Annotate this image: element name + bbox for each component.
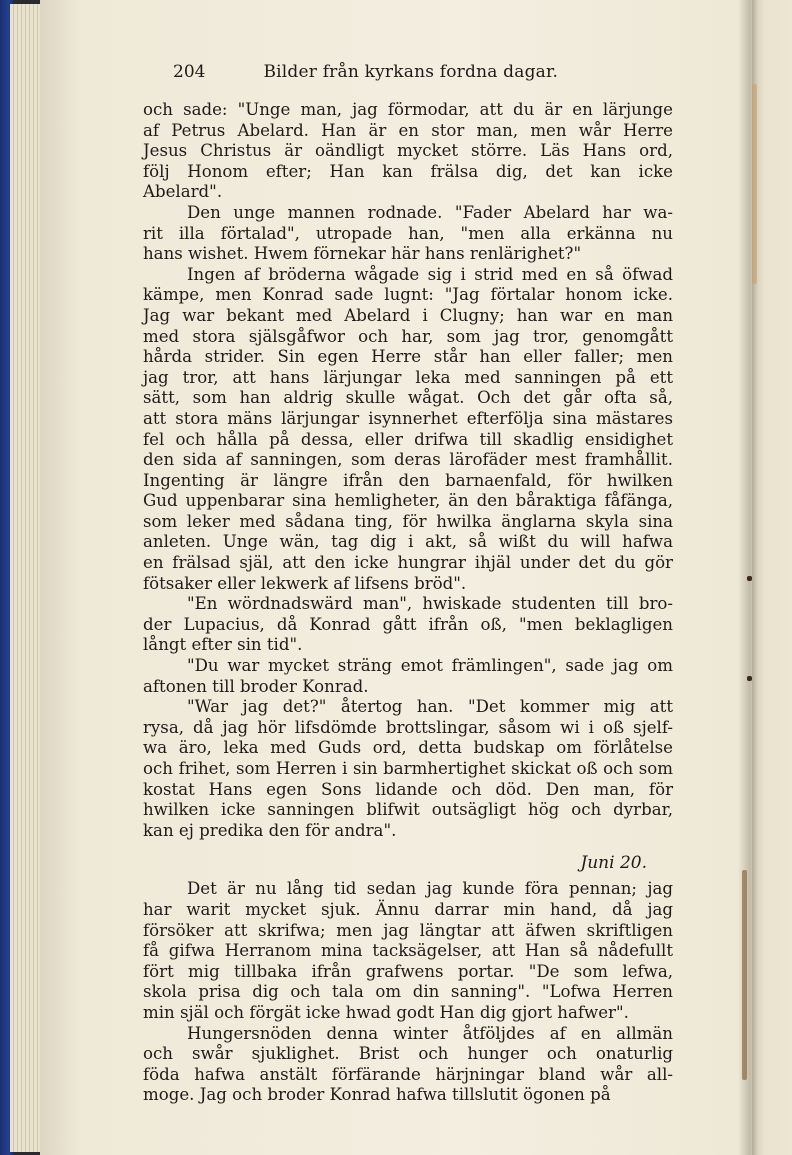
text-line: långt efter sin tid". (143, 635, 303, 655)
text-line: jag tror, att hans lärjungar leka med sanningen på ett (143, 367, 673, 387)
page-number: 204 (173, 62, 206, 82)
text-line: sätt, som han aldrig skulle wågat. Och det går ofta så, (143, 388, 673, 408)
text-line: min själ och förgät icke hwad godt Han dig gjort hafwer". (143, 1002, 629, 1022)
text-line: Ingenting är längre ifrån den barnaenfald, för hwilken (143, 470, 673, 490)
running-title: Bilder från kyrkans fordna dagar. (263, 62, 559, 82)
paragraph (143, 594, 673, 656)
page-mark (747, 676, 752, 681)
text-line: den sida af sanningen, som deras lärofäder mest framhållit. (143, 450, 673, 470)
text-line: kämpe, men Konrad sade lugnt: "Jag förtalar honom icke. (143, 285, 673, 305)
page-mark (747, 576, 752, 581)
text-line: hårda strider. Sin egen Herre står han eller faller; men (143, 347, 673, 367)
text-line: rysa, då jag hör lifsdömde brottslingar, såsom wi i oß sjelf- (143, 717, 673, 737)
text-line: försöker att skrifwa; men jag längtar att äfwen skriftligen (143, 920, 673, 940)
text-line: af Petrus Abelard. Han är en stor man, men wår Herre (143, 120, 673, 140)
text-line: anleten. Unge wän, tag dig i akt, så wißt du will hafwa (143, 532, 673, 552)
text-line: och sade: "Unge man, jag förmodar, att du är en lärjunge (143, 100, 673, 119)
paragraph (143, 697, 673, 841)
text-line: kan ej predika den för andra". (143, 820, 397, 840)
text-line: med stora själsgåfwor och har, som jag tror, genomgått (143, 326, 673, 346)
paragraph (143, 203, 673, 265)
text-line: wa äro, leka med Guds ord, detta budskap om förlåtelse (143, 738, 673, 758)
text-line: Jag war bekant med Abelard i Clugny; han war en man (143, 305, 673, 325)
text-section-2 (143, 879, 673, 1106)
text-line: der Lupacius, då Konrad gått ifrån oß, "men beklagligen (143, 614, 673, 634)
text-line: Gud uppenbarar sina hemligheter, än den båraktiga fåfänga, (143, 491, 673, 511)
running-header (173, 62, 673, 82)
text-line: hwilken icke sanningen blifwit outsägligt hög och dyrbar, (143, 800, 673, 820)
text-line: fört mig tillbaka ifrån grafwens portar. "De som lefwa, (143, 961, 673, 981)
page-text (143, 62, 673, 1106)
text-line: kostat Hans egen Sons lidande och död. Den man, för (143, 779, 673, 799)
text-line: Det är nu lång tid sedan jag kunde föra pennan; jag (187, 879, 673, 899)
text-line: Jesus Christus är oändligt mycket större. Läs Hans ord, (143, 141, 673, 161)
page-mark (742, 870, 747, 1080)
text-line: fötsaker eller lekwerk af lifsens bröd". (143, 573, 467, 593)
text-line: Abelard". (143, 182, 223, 202)
text-line: att stora mäns lärjungar isynnerhet efterfölja sina mästares (143, 408, 673, 428)
paragraph (143, 656, 673, 697)
text-line: en frälsad själ, att den icke hungrar ihjäl under det du gör (143, 553, 673, 573)
text-line: Den unge mannen rodnade. "Fader Abelard har wa- (187, 202, 673, 222)
text-line: föda hafwa anstält förfärande härjningar bland wår all- (143, 1064, 673, 1084)
text-line: aftonen till broder Konrad. (143, 676, 369, 696)
text-line: Hungersnöden denna winter åtföljdes af en allmän (187, 1023, 673, 1043)
date-heading: Juni 20. (580, 853, 647, 874)
text-line: rit illa förtalad", utropade han, "men alla erkänna nu (143, 223, 673, 243)
text-line: moge. Jag och broder Konrad hafwa tillslutit ögonen på (143, 1085, 611, 1105)
page-mark (752, 84, 757, 284)
text-line: har warit mycket sjuk. Ännu darrar min hand, då jag (143, 899, 673, 919)
text-line: Ingen af bröderna wågade sig i strid med en så öfwad (187, 264, 673, 284)
paragraph (143, 100, 673, 203)
text-line: som leker med sådana ting, för hwilka änglarna skyla sina (143, 511, 673, 531)
text-section-1 (143, 100, 673, 841)
text-line: "En wördnadswärd man", hwiskade studenten till bro- (187, 594, 673, 614)
facing-page-edge (752, 0, 792, 1155)
text-line: få gifwa Herranom mina tacksägelser, att Han så nådefullt (143, 941, 673, 961)
paragraph (143, 879, 673, 1023)
text-line: skola prisa dig och tala om din sanning". "Lofwa Herren (143, 982, 673, 1002)
text-line: och frihet, som Herren i sin barmhertighet skickat oß och som (143, 759, 673, 778)
paragraph (143, 265, 673, 595)
text-line: "Du war mycket sträng emot främlingen", sade jag om (187, 656, 673, 676)
text-line: "War jag det?" återtog han. "Det kommer mig att (187, 697, 673, 717)
text-line: följ Honom efter; Han kan frälsa dig, det kan icke (143, 161, 673, 181)
text-line: hans wishet. Hwem förnekar här hans renlärighet?" (143, 244, 582, 264)
text-line: fel och hålla på dessa, eller drifwa till skadlig ensidighet (143, 429, 673, 449)
text-line: och swår sjuklighet. Brist och hunger och onaturlig (143, 1044, 673, 1064)
paragraph (143, 1024, 673, 1106)
